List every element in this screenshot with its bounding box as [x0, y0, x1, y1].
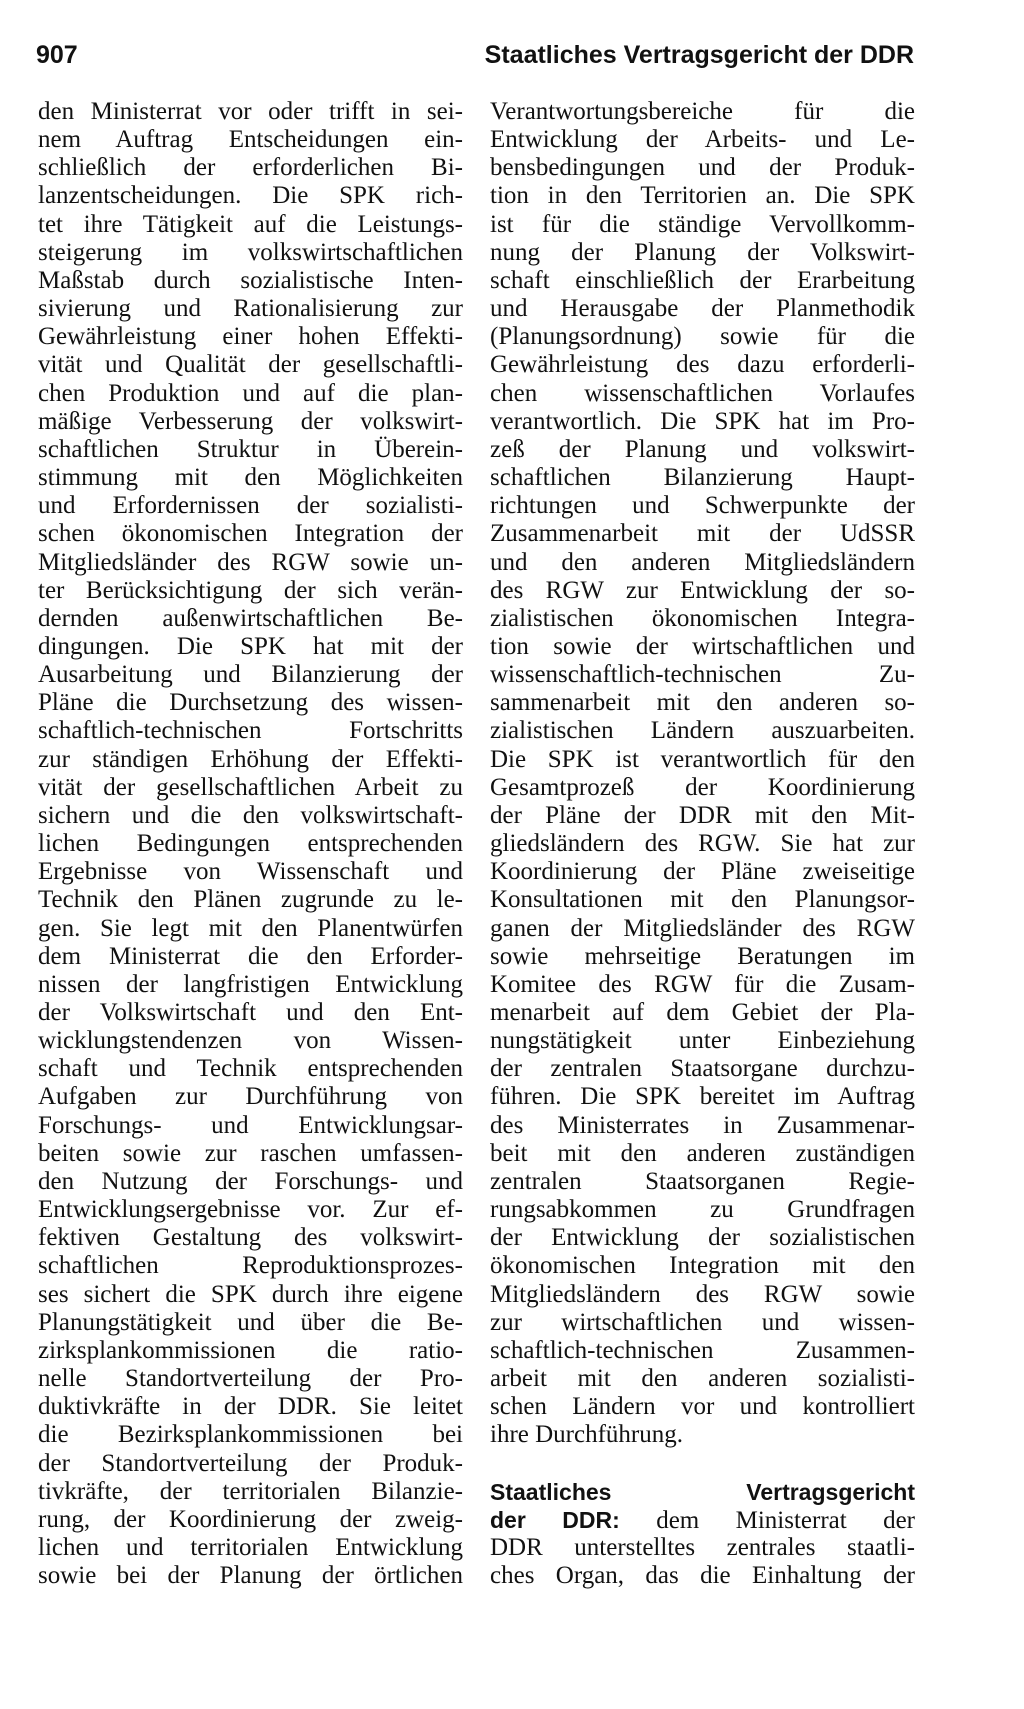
text-line: ihre Durchführung.	[490, 1421, 683, 1449]
text-line: schaftlich-technischen Fortschritts	[38, 717, 463, 745]
right-column-text	[490, 98, 915, 1450]
text-line: tivkräfte, der territorialen Bilanzie-	[38, 1477, 463, 1505]
text-line: dingungen. Die SPK hat mit der	[38, 632, 463, 660]
text-line: zialistischen ökonomischen Integra-	[490, 604, 915, 632]
text-line: Verantwortungsbereiche für die	[490, 98, 915, 125]
text-line: nem Auftrag Entscheidungen ein-	[38, 126, 463, 154]
text-line: Mitgliedsländer des RGW sowie un-	[38, 548, 463, 576]
text-line: und Herausgabe der Planmethodik	[490, 295, 915, 323]
text-line: ökonomischen Integration mit den	[490, 1252, 915, 1280]
text-line: DDR unterstelltes zentrales staatli-	[490, 1533, 915, 1561]
page-number: 907	[36, 41, 78, 69]
dictionary-entry	[490, 1478, 915, 1591]
text-line: führen. Die SPK bereitet im Auftrag	[490, 1083, 915, 1111]
text-line: menarbeit auf dem Gebiet der Pla-	[490, 999, 915, 1026]
text-line: Ausarbeitung und Bilanzierung der	[38, 661, 463, 689]
text-line: bensbedingungen und der Produk-	[490, 154, 915, 182]
text-line: den Nutzung der Forschungs- und	[38, 1167, 463, 1195]
text-line: schaftlichen Reproduktionsprozes-	[38, 1252, 463, 1280]
text-line: Aufgaben zur Durchführung von	[38, 1083, 463, 1111]
text-line: (Planungsordnung) sowie für die	[490, 323, 915, 351]
text-line: sammenarbeit mit den anderen so-	[490, 689, 915, 717]
text-line: lichen Bedingungen entsprechenden	[38, 830, 463, 858]
text-line: schen Ländern vor und kontrolliert	[490, 1393, 915, 1421]
entry-heading: Staatliches Vertragsgericht	[490, 1478, 915, 1505]
text-line: wissenschaftlich-technischen Zu-	[490, 661, 915, 689]
text-line: des RGW zur Entwicklung der so-	[490, 576, 915, 604]
text-line: Entwicklungsergebnisse vor. Zur ef-	[38, 1196, 463, 1224]
text-line: beiten sowie zur raschen umfassen-	[38, 1139, 463, 1167]
text-line: zeß der Planung und volkswirt-	[490, 435, 915, 463]
text-line: zur ständigen Erhöhung der Effekti-	[38, 745, 463, 773]
text-line: schaftlich-technischen Zusammen-	[490, 1336, 915, 1364]
text-line: Gewährleistung einer hohen Effekti-	[38, 323, 463, 351]
text-line: sichern und die den volkswirtschaft-	[38, 801, 463, 829]
text-line: rungsabkommen zu Grundfragen	[490, 1196, 915, 1224]
text-line: die Bezirksplankommissionen bei	[38, 1421, 463, 1449]
text-line: vität der gesellschaftlichen Arbeit zu	[38, 773, 463, 801]
text-line: stimmung mit den Möglichkeiten	[38, 464, 463, 492]
text-line: Mitgliedsländern des RGW sowie	[490, 1280, 915, 1308]
text-line: mäßige Verbesserung der volkswirt-	[38, 407, 463, 435]
text-line: Maßstab durch sozialistische Inten-	[38, 266, 463, 294]
text-line: rung, der Koordinierung der zweig-	[38, 1505, 463, 1533]
text-line: der Volkswirtschaft und den Ent-	[38, 999, 463, 1026]
text-line: Entwicklung der Arbeits- und Le-	[490, 126, 915, 154]
text-line: nung der Planung der Volkswirt-	[490, 238, 915, 266]
text-line: nissen der langfristigen Entwicklung	[38, 970, 463, 998]
text-line: der Standortverteilung der Produk-	[38, 1449, 463, 1477]
text-line: tion sowie der wirtschaftlichen und	[490, 632, 915, 660]
text-line: Zusammenarbeit mit der UdSSR	[490, 520, 915, 548]
text-line: verantwortlich. Die SPK hat im Pro-	[490, 407, 915, 435]
text-line: schaftlichen Struktur in Überein-	[38, 435, 463, 463]
text-line: ses sichert die SPK durch ihre eigene	[38, 1280, 463, 1308]
text-line: steigerung im volkswirtschaftlichen	[38, 238, 463, 266]
text-line: dernden außenwirtschaftlichen Be-	[38, 604, 463, 632]
text-line: nelle Standortverteilung der Pro-	[38, 1365, 463, 1393]
text-line: ist für die ständige Vervollkomm-	[490, 210, 915, 238]
text-line: richtungen und Schwerpunkte der	[490, 492, 915, 520]
text-line: schaftlichen Bilanzierung Haupt-	[490, 464, 915, 492]
entry-heading-line	[490, 1478, 915, 1506]
text-line: fektiven Gestaltung des volkswirt-	[38, 1224, 463, 1252]
text-line: dem Ministerrat die den Erforder-	[38, 942, 463, 970]
left-column	[38, 98, 463, 1590]
entry-line	[490, 1506, 915, 1534]
text-line: Forschungs- und Entwicklungsar-	[38, 1111, 463, 1139]
text-line: gen. Sie legt mit den Planentwürfen	[38, 914, 463, 942]
text-line: schaft einschließlich der Erarbeitung	[490, 266, 915, 294]
text-line: Gewährleistung des dazu erforderli-	[490, 351, 915, 379]
text-line: und den anderen Mitgliedsländern	[490, 548, 915, 576]
right-column	[490, 98, 915, 1590]
text-line: zialistischen Ländern auszuarbeiten.	[490, 717, 915, 745]
text-line: beit mit den anderen zuständigen	[490, 1139, 915, 1167]
text-line: der Pläne der DDR mit den Mit-	[490, 801, 915, 829]
text-line: schen ökonomischen Integration der	[38, 520, 463, 548]
text-line: tet ihre Tätigkeit auf die Leistungs-	[38, 210, 463, 238]
text-line: und Erfordernissen der sozialisti-	[38, 492, 463, 520]
page-header	[36, 40, 914, 80]
text-line: Koordinierung der Pläne zweiseitige	[490, 858, 915, 886]
text-line: wicklungstendenzen von Wissen-	[38, 1027, 463, 1055]
text-line: arbeit mit den anderen sozialisti-	[490, 1365, 915, 1393]
text-line: Pläne die Durchsetzung des wissen-	[38, 689, 463, 717]
text-line: Planungstätigkeit und über die Be-	[38, 1308, 463, 1336]
text-line: des Ministerrates in Zusammenar-	[490, 1111, 915, 1139]
text-line: der Entwicklung der sozialistischen	[490, 1224, 915, 1252]
text-line: sowie mehrseitige Beratungen im	[490, 942, 915, 970]
text-line: zentralen Staatsorganen Regie-	[490, 1167, 915, 1195]
text-line: gliedsländern des RGW. Sie hat zur	[490, 830, 915, 858]
text-line: Technik den Plänen zugrunde zu le-	[38, 886, 463, 914]
entry-heading-continued: der DDR:	[490, 1506, 620, 1533]
text-line: ganen der Mitgliedsländer des RGW	[490, 914, 915, 942]
text-line: schließlich der erforderlichen Bi-	[38, 154, 463, 182]
text-line: duktivkräfte in der DDR. Sie leitet	[38, 1393, 463, 1421]
text-line: zur wirtschaftlichen und wissen-	[490, 1308, 915, 1336]
text-line: sowie bei der Planung der örtlichen	[38, 1562, 463, 1590]
text-line: chen wissenschaftlichen Vorlaufes	[490, 379, 915, 407]
text-line: Konsultationen mit den Planungsor-	[490, 886, 915, 914]
text-line: zirksplankommissionen die ratio-	[38, 1336, 463, 1364]
entry-definition-start: dem Ministerrat der	[619, 1506, 915, 1534]
text-line: schaft und Technik entsprechenden	[38, 1055, 463, 1083]
text-line: den Ministerrat vor oder trifft in sei-	[38, 98, 463, 125]
text-line: chen Produktion und auf die plan-	[38, 379, 463, 407]
text-line: Ergebnisse von Wissenschaft und	[38, 858, 463, 886]
text-line: tion in den Territorien an. Die SPK	[490, 182, 915, 210]
text-line: sivierung und Rationalisierung zur	[38, 295, 463, 323]
text-line: ches Organ, das die Einhaltung der	[490, 1561, 915, 1589]
text-line: Die SPK ist verantwortlich für den	[490, 745, 915, 773]
text-line: vität und Qualität der gesellschaftli-	[38, 351, 463, 379]
entry-body	[490, 1534, 915, 1590]
text-line: ter Berücksichtigung der sich verän-	[38, 576, 463, 604]
paragraph-gap	[490, 1450, 915, 1478]
text-line: Komitee des RGW für die Zusam-	[490, 970, 915, 998]
text-line: nungstätigkeit unter Einbeziehung	[490, 1027, 915, 1055]
text-line: lanzentscheidungen. Die SPK rich-	[38, 182, 463, 210]
text-line: lichen und territorialen Entwicklung	[38, 1533, 463, 1561]
text-line: Gesamtprozeß der Koordinierung	[490, 773, 915, 801]
text-line: der zentralen Staatsorgane durchzu-	[490, 1055, 915, 1083]
running-head: Staatliches Vertragsgericht der DDR	[484, 41, 914, 69]
